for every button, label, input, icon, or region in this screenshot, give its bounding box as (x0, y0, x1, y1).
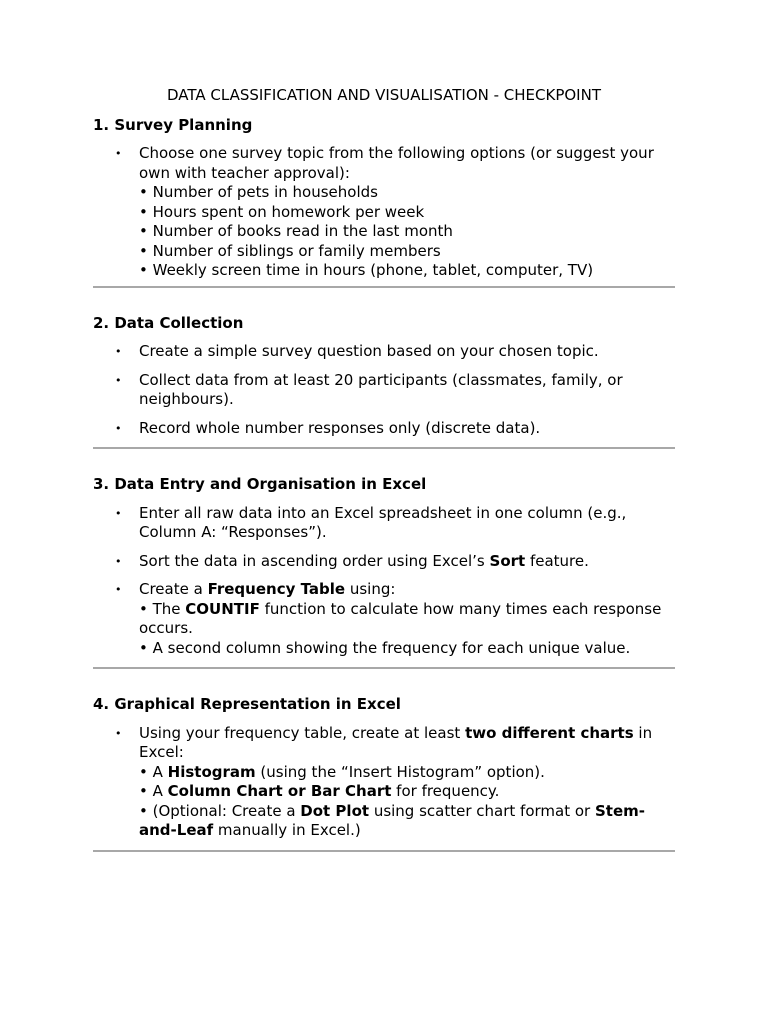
bold-term: COUNTIF (185, 599, 260, 618)
section-divider (93, 286, 675, 288)
sub-item: • A Histogram (using the “Insert Histogram” option). (139, 762, 545, 781)
section-heading: 4. Graphical Representation in Excel (93, 695, 401, 713)
section-divider (93, 667, 675, 669)
sub-item: • Number of siblings or family members (139, 241, 441, 260)
list-item (93, 144, 675, 281)
bold-term: Frequency Table (207, 580, 346, 598)
section-data-entry (93, 475, 675, 669)
document (93, 86, 675, 878)
list-item: • Enter all raw data into an Excel spreadsheet in one column (e.g., Column A: “Responses”). (93, 504, 675, 543)
section-graphical-representation (93, 695, 675, 852)
list-item: • Record whole number responses only (discrete data). (93, 419, 675, 439)
item-text: using: (345, 580, 396, 598)
sub-item: • Number of pets in households (139, 183, 378, 201)
item-text: Sort the data in ascending order using Excel’s (139, 551, 490, 570)
sub-item: • Hours spent on homework per week (139, 202, 425, 221)
section-data-collection (93, 314, 675, 450)
item-text: Choose one survey topic from the following options (or suggest your own with teacher approval): (139, 144, 654, 182)
list-item (93, 552, 675, 572)
section-survey-planning (93, 116, 675, 288)
section-divider (93, 850, 675, 852)
sub-item: • The COUNTIF function to calculate how many times each response occurs. (139, 599, 662, 637)
sub-item: • A Column Chart or Bar Chart for frequency. (139, 782, 500, 800)
bold-term: Column Chart or Bar Chart (167, 782, 392, 800)
bold-term: Histogram (167, 762, 256, 781)
bullet-list (93, 342, 675, 438)
section-heading: 1. Survey Planning (93, 115, 253, 134)
section-divider (93, 447, 675, 449)
bullet-list (93, 724, 675, 841)
bullet-list (93, 144, 675, 281)
item-text: feature. (525, 551, 589, 570)
sub-item: • Number of books read in the last month (139, 222, 453, 240)
document-title: DATA CLASSIFICATION AND VISUALISATION - CHECKPOINT (166, 86, 601, 104)
section-heading: 3. Data Entry and Organisation in Excel (93, 475, 427, 493)
list-item: • Collect data from at least 20 participants (classmates, family, or neighbours). (93, 371, 675, 410)
bullet-list (93, 504, 675, 659)
list-item (93, 580, 675, 658)
bold-term: two different charts (465, 723, 634, 742)
sub-item: • A second column showing the frequency for each unique value. (139, 638, 631, 657)
bold-term: Stem-and-Leaf (139, 801, 645, 839)
section-heading: 2. Data Collection (93, 313, 244, 332)
bold-term: Sort (489, 551, 526, 570)
item-text: Create a (139, 580, 208, 598)
list-item: • Using your frequency table, create at least two different charts in Excel: • A Histogram (using the “Insert Histogram” option). • A Column Chart or Bar Chart for frequency. • (Optional: Create a Dot Plot using scatter chart format or Stem-and-Leaf manually in Excel.) (93, 724, 675, 841)
sub-item: • (Optional: Create a Dot Plot using scatter chart format or Stem-and-Leaf manually in Excel.) (139, 801, 645, 839)
sub-item: • Weekly screen time in hours (phone, tablet, computer, TV) (139, 261, 594, 279)
bold-term: Dot Plot (300, 801, 370, 820)
list-item: • Create a simple survey question based on your chosen topic. (93, 342, 675, 362)
